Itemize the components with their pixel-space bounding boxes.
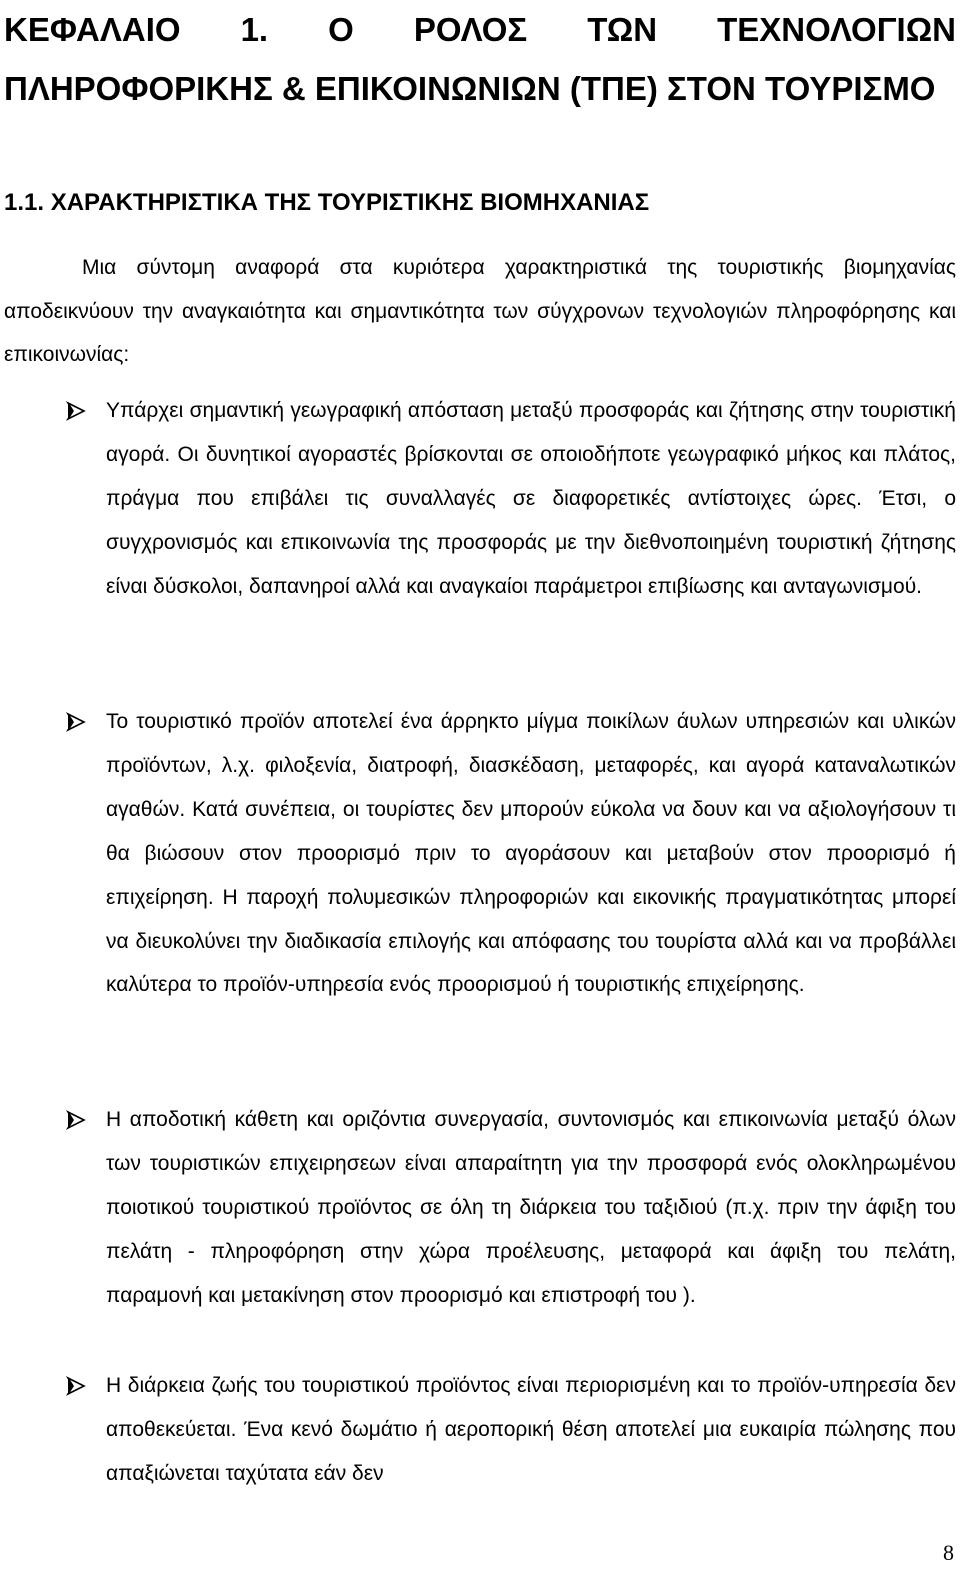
list-item-text: Η διάρκεια ζωής του τουριστικού προϊόντος είναι περιορισμένη και το προϊόν-υπηρεσία δεν αποθεκεύεται. Ένα κενό δωμάτιο ή αεροπορική θέση αποτελεί μια ευκαιρία πώλησης που απαξιώνεται ταχύτατα εάν δεν — [106, 1374, 956, 1485]
arrowhead-bullet-icon — [66, 1110, 86, 1130]
list-item-text: Υπάρχει σημαντική γεωγραφική απόσταση μεταξύ προσφοράς και ζήτησης στην τουριστική αγορά. Οι δυνητικοί αγοραστές βρίσκονται σε οποιοδήποτε γεωγραφικό μήκος και πλάτος, πράγμα που επιβάλει τις συναλλαγές σε διαφορετικές αντίστοιχες ώρες. Έτσι, ο συγχρονισμός και επικοινωνία της προσφοράς με την διεθνοποιημένη τουριστική ζήτησης είναι δύσκολοι, δαπανηροί αλλά και αναγκαίοι παράμετροι επιβίωσης και ανταγωνισμού. — [106, 399, 956, 598]
intro-paragraph: Μια σύντομη αναφορά στα κυριότερα χαρακτηριστικά της τουριστικής βιομηχανίας αποδεικνύουν την αναγκαιότητα και σημαντικότητα των σύγχρονων τεχνολογιών πληροφόρησης και επικοινωνίας: — [4, 256, 956, 366]
arrowhead-bullet-icon — [66, 401, 86, 421]
arrowhead-bullet-icon — [66, 1376, 86, 1396]
list-item-text: Η αποδοτική κάθετη και οριζόντια συνεργασία, συντονισμός και επικοινωνία μεταξύ όλων των τουριστικών επιχειρησεων είναι απαραίτητη για την προσφορά ενός ολοκληρωμένου ποιοτικού τουριστικού προϊόντος σε όλη τη διάρκεια του ταξιδιού (π.χ. πριν την άφιξη του πελάτη - πληροφόρηση στην χώρα προέλευσης, μεταφορά και άφιξη του πελάτη, παραμονή και μετακίνηση στον προορισμό και επιστροφή του ). — [106, 1108, 956, 1307]
list-item-text: Το τουριστικό προϊόν αποτελεί ένα άρρηκτο μίγμα ποικίλων άυλων υπηρεσιών και υλικών προϊόντων, λ.χ. φιλοξενία, διατροφή, διασκέδαση, μεταφορές, και αγορά καταναλωτικών αγαθών. Κατά συνέπεια, οι τουρίστες δεν μπορούν εύκολα να δουν και να αξιολογήσουν τι θα βιώσουν στον προορισμό πριν το αγοράσουν και μεταβούν στον προορισμό ή επιχείρηση. Η παροχή πολυμεσικών πληροφοριών και εικονικής πραγματικότητας μπορεί να διευκολύνει την διαδικασία επιλογής και απόφασης του τουρίστα αλλά και να προβάλλει καλύτερα το προϊόν-υπηρεσία ενός προορισμού ή τουριστικής επιχείρησης. — [106, 710, 956, 997]
section-title: 1.1. ΧΑΡΑΚΤΗΡΙΣΤΙΚΑ ΤΗΣ ΤΟΥΡΙΣΤΙΚΗΣ ΒΙΟΜΗΧΑΝΙΑΣ — [4, 189, 650, 216]
arrowhead-bullet-icon — [66, 712, 86, 732]
page-number: 8 — [943, 1540, 954, 1565]
chapter-title: ΚΕΦΑΛΑΙΟ 1. Ο ΡΟΛΟΣ ΤΩΝ ΤΕΧΝΟΛΟΓΙΩΝ ΠΛΗΡΟΦΟΡΙΚΗΣ & ΕΠΙΚΟΙΝΩΝΙΩΝ (ΤΠΕ) ΣΤΟΝ ΤΟΥΡΙΣΜΟ — [4, 11, 956, 107]
